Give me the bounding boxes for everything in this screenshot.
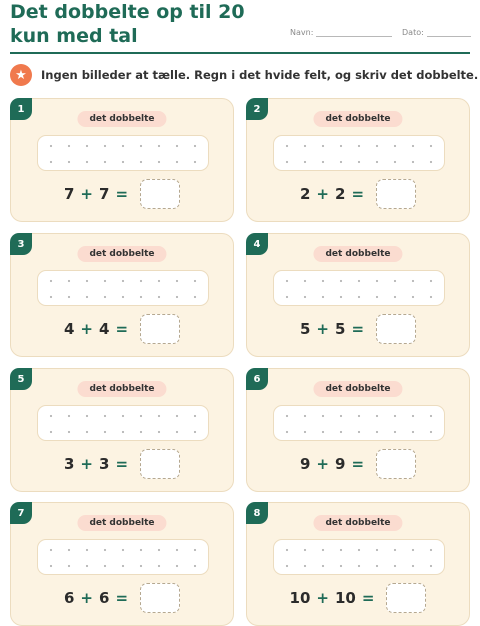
answer-box[interactable]	[386, 583, 426, 613]
exercise-card-4	[246, 233, 470, 357]
plus-sign: +	[80, 589, 93, 607]
calc-area[interactable]	[273, 270, 445, 306]
equation	[247, 312, 469, 346]
card-number: 7	[10, 502, 32, 524]
addend-a: 10	[289, 589, 311, 607]
equals-sign: =	[351, 320, 365, 338]
name-line[interactable]	[316, 28, 392, 37]
addend-a: 6	[63, 589, 75, 607]
equals-sign: =	[115, 589, 129, 607]
addend-a: 7	[63, 185, 75, 203]
double-tag: det dobbelte	[77, 111, 166, 127]
double-tag: det dobbelte	[77, 246, 166, 262]
addend-a: 5	[299, 320, 311, 338]
addend-b: 10	[335, 589, 356, 607]
addend-a: 2	[299, 185, 311, 203]
exercise-card-7	[10, 502, 234, 626]
instruction-text: Ingen billeder at tælle. Regn i det hvide felt, og skriv det dobbelte.	[41, 68, 479, 82]
card-number: 4	[246, 233, 268, 255]
double-tag: det dobbelte	[77, 515, 166, 531]
calc-area[interactable]	[37, 405, 209, 441]
addend-b: 6	[99, 589, 110, 607]
equation	[11, 447, 233, 481]
answer-box[interactable]	[140, 179, 180, 209]
date-field[interactable]	[402, 28, 471, 37]
header-divider	[10, 52, 470, 54]
calc-area[interactable]	[37, 270, 209, 306]
date-line[interactable]	[427, 28, 471, 37]
addend-a: 9	[299, 455, 311, 473]
answer-box[interactable]	[140, 449, 180, 479]
calc-area[interactable]	[37, 135, 209, 171]
calc-area[interactable]	[37, 539, 209, 575]
answer-box[interactable]	[140, 583, 180, 613]
equation	[11, 312, 233, 346]
exercise-card-1	[10, 98, 234, 222]
equals-sign: =	[115, 185, 129, 203]
plus-sign: +	[80, 320, 93, 338]
date-label: Dato:	[402, 28, 424, 37]
plus-sign: +	[316, 320, 329, 338]
equals-sign: =	[115, 320, 129, 338]
card-number: 2	[246, 98, 268, 120]
addend-b: 5	[335, 320, 346, 338]
equation	[11, 581, 233, 615]
plus-sign: +	[316, 455, 329, 473]
equals-sign: =	[361, 589, 375, 607]
addend-b: 9	[335, 455, 346, 473]
exercise-card-8	[246, 502, 470, 626]
addend-b: 3	[99, 455, 110, 473]
calc-area[interactable]	[273, 405, 445, 441]
answer-box[interactable]	[376, 449, 416, 479]
double-tag: det dobbelte	[313, 111, 402, 127]
plus-sign: +	[80, 185, 93, 203]
equals-sign: =	[351, 185, 365, 203]
plus-sign: +	[316, 185, 329, 203]
exercise-card-2	[246, 98, 470, 222]
double-tag: det dobbelte	[313, 381, 402, 397]
card-number: 6	[246, 368, 268, 390]
card-number: 5	[10, 368, 32, 390]
star-icon: ★	[10, 64, 32, 86]
equation	[11, 177, 233, 211]
instruction	[10, 62, 478, 88]
equation	[247, 177, 469, 211]
equation	[247, 581, 469, 615]
addend-a: 4	[63, 320, 75, 338]
addend-a: 3	[63, 455, 75, 473]
answer-box[interactable]	[376, 179, 416, 209]
exercise-card-3	[10, 233, 234, 357]
equation	[247, 447, 469, 481]
card-number: 1	[10, 98, 32, 120]
double-tag: det dobbelte	[313, 515, 402, 531]
plus-sign: +	[80, 455, 93, 473]
name-field[interactable]	[290, 28, 392, 37]
answer-box[interactable]	[140, 314, 180, 344]
double-tag: det dobbelte	[77, 381, 166, 397]
equals-sign: =	[351, 455, 365, 473]
card-number: 3	[10, 233, 32, 255]
plus-sign: +	[316, 589, 329, 607]
name-label: Navn:	[290, 28, 314, 37]
card-number: 8	[246, 502, 268, 524]
exercise-card-5	[10, 368, 234, 492]
page-title: Det dobbelte op til 20 kun med tal	[10, 1, 245, 47]
double-tag: det dobbelte	[313, 246, 402, 262]
answer-box[interactable]	[376, 314, 416, 344]
equals-sign: =	[115, 455, 129, 473]
calc-area[interactable]	[273, 539, 445, 575]
addend-b: 2	[335, 185, 346, 203]
calc-area[interactable]	[273, 135, 445, 171]
addend-b: 4	[99, 320, 110, 338]
addend-b: 7	[99, 185, 110, 203]
exercise-card-6	[246, 368, 470, 492]
